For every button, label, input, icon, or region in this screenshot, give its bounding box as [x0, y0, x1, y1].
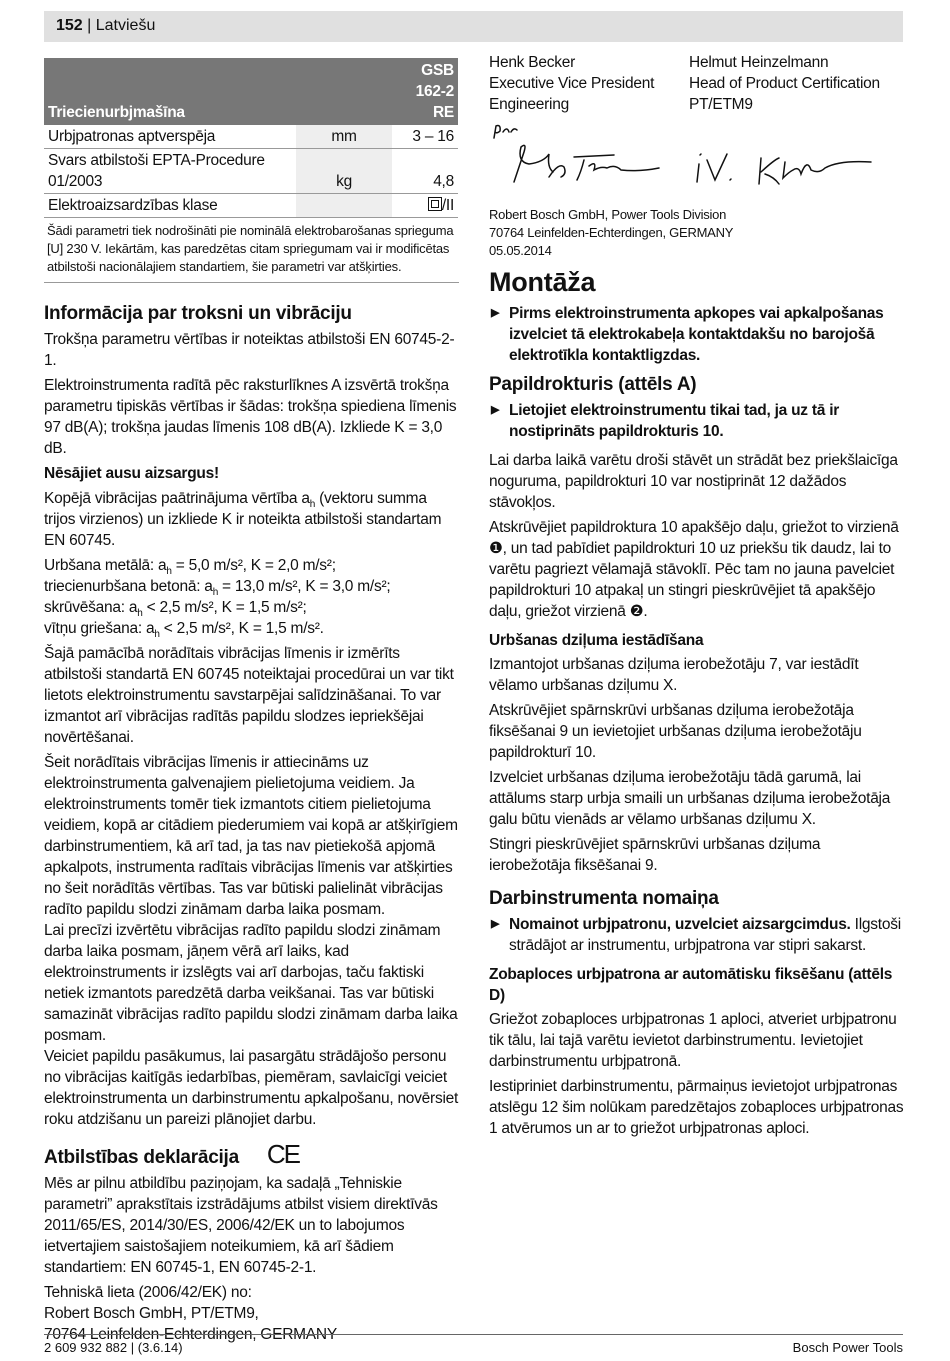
- footer-divider: [44, 1334, 903, 1335]
- noise-p2: Elektroinstrumenta radītā pēc raksturlīknes A izsvērtā trokšņa parametru tipiskās vērtības ir šādas: trokšņa spiediena līmenis 97 dB(A); trokšņa jaudas līmenis 108 dB(A). Izkliede K = 3,0 dB.: [44, 377, 457, 457]
- page-number: 152: [56, 17, 83, 34]
- assembly-heading: Montāža: [489, 267, 596, 297]
- assembly-warning: ▶ Pirms elektroinstrumenta apkopes vai apkalpošanas izvelciet tā elektrokabeļa kontaktdakšu no barojošā elektrotīkla kontaktligzdas.: [489, 303, 905, 366]
- noise-p4: Kopējā vibrācijas paātrinājuma vērtība $a_h$ (vektoru summa trijos virzienos) un izkliede K ir noteikta atbilstoši standartam EN 60745.: [44, 490, 442, 549]
- right-column: [489, 52, 905, 1143]
- noise-p7: Lai precīzi izvērtētu vibrācijas radīto papildu slodzi zināmam darba laika posmam, jāņem vērā arī laiks, kad elektroinstruments ir izslēgts vai arī darbojas, taču faktiski netiek izmantots paredzētā darba veikšanai. Tas var būtiski samazināt vibrācijas radīto papildu slodzi zināmam darba laika posmam.: [44, 922, 458, 1044]
- conformity-heading: Atbilstības deklarācija CE: [44, 1139, 300, 1169]
- handwritten-signatures-icon: [489, 122, 905, 194]
- signature-block: [489, 52, 905, 202]
- aux-handle-p1: Lai darba laikā varētu droši stāvēt un strādāt bez priekšlaicīga noguruma, papildrokturi 10 var nostiprināt 12 dažādos stāvokļos.: [489, 452, 898, 511]
- spec-table: [44, 58, 458, 218]
- spec-header-model: GSB 162-2 RE: [392, 58, 458, 125]
- noise-p8: Veiciet papildu pasākumus, lai pasargātu strādājošo personu no vibrācijas kaitīgās iedarbības, piemēram, savlaicīgi veiciet elektroinstrumenta un darbinstrumentu apkalpošanu, novērsiet roku atdzišanu un pareizi plānojiet darbu.: [44, 1048, 459, 1128]
- signatory-2: Helmut Heinzelmann Head of Product Certification PT/ETM9: [689, 54, 880, 113]
- depth-p4: Stingri pieskrūvējiet spārnskrūvi urbšanas dziļuma ierobežotāja fiksēšanai 9.: [489, 836, 821, 874]
- chuck-heading: Zobaploces urbjpatrona ar automātisku fiksēšanu (attēls D): [489, 966, 893, 1004]
- footer-doc-number: 2 609 932 882 | (3.6.14): [44, 1340, 183, 1355]
- company-address: Robert Bosch GmbH, Power Tools Division 70764 Leinfelden-Echterdingen, GERMANY 05.05.2014: [489, 207, 734, 258]
- spec-row: Urbjpatronas aptverspēja mm 3 – 16: [44, 125, 458, 149]
- aux-handle-p2: Atskrūvējiet papildroktura 10 apakšējo daļu, griežot to virzienā ❶, un tad pabīdiet papildrokturi 10 uz priekšu tik daudz, lai to varētu pagriezt vēlamajā stāvoklī. Pēc tam no jauna pavelciet papildrokturi 10 atpakaļ un stingri pieskrūvējiet tā apakšējo daļu, griežot virzienā ❷.: [489, 519, 899, 620]
- depth-heading: Urbšanas dziļuma iestādīšana: [489, 632, 704, 649]
- aux-handle-heading: Papildrokturis (attēls A): [489, 374, 697, 395]
- vibration-values: Urbšana metālā: $a_h = 5,0$ m/s², K = 2,0 m/s²; triecienurbšana betonā: $a_h = 13,0$ m/s², K = 3,0 m/s²; skrūvēšana: $a_h < 2,5$ m/s², K = 1,5 m/s²; vītņu griešana: $a_h < 2,5$ m/s², K = 1,5 m/s².: [44, 557, 391, 641]
- protection-class-icon: [428, 197, 442, 211]
- noise-p5: Šajā pamācībā norādītais vibrācijas līmenis ir izmērīts atbilstoši standartā EN 60745 noteiktajai procedūrai un var tikt lietots elektroinstrumentu savstarpējai salīdzināšanai. To var izmantot arī vibrācijas radītās papildu slodzes iepriekšējai novērtēšanai.: [44, 645, 454, 746]
- depth-p2: Atskrūvējiet spārnskrūvi urbšanas dziļuma ierobežotāja fiksēšanai 9 un ievietojiet urbšanas dziļuma ierobežotāju papildrokturī 10.: [489, 702, 862, 761]
- page-header: 152 | Latviešu: [44, 11, 903, 42]
- technical-file: Tehniskā lieta (2006/42/EK) no: Robert Bosch GmbH, PT/ETM9, 70764 Leinfelden-Echterdingen, GERMANY: [44, 1284, 337, 1343]
- signatory-1: Henk Becker Executive Vice President Engineering: [489, 54, 655, 113]
- chuck-p1: Griežot zobaploces urbjpatronas 1 aploci, atveriet urbjpatronu tik tālu, lai tajā varētu ievietot darbinstrumentu. Ievietojiet darbinstrumentu urbjpatronā.: [489, 1011, 897, 1070]
- tool-change-heading: Darbinstrumenta nomaiņa: [489, 888, 719, 909]
- language-label: Latviešu: [95, 17, 156, 34]
- footer-brand: Bosch Power Tools: [792, 1340, 903, 1355]
- spec-header-product: Triecienurbjmašīna: [44, 58, 392, 125]
- depth-p1: Izmantojot urbšanas dziļuma ierobežotāju 7, var iestādīt vēlamo urbšanas dziļumu X.: [489, 656, 859, 694]
- ear-protection-warning: Nēsājiet ausu aizsargus!: [44, 465, 219, 482]
- depth-p3: Izvelciet urbšanas dziļuma ierobežotāju tādā garumā, lai attālums starp urbja smaili un urbšanas dziļuma ierobežotāja galu būtu vienāds ar vēlamo urbšanas dziļumu X.: [489, 769, 891, 828]
- ce-mark-icon: CE: [266, 1139, 300, 1169]
- aux-handle-warning: ▶ Lietojiet elektroinstrumentu tikai tad, ja uz tā ir nostiprināts papildrokturis 10.: [489, 400, 905, 442]
- noise-heading: Informācija par troksni un vibrāciju: [44, 303, 352, 324]
- conformity-p1: Mēs ar pilnu atbildību paziņojam, ka sadaļā „Tehniskie parametri” aprakstītais izstrādājums atbilst visiem direktīvās 2011/65/ES, 2014/30/ES, 2006/42/EK un to labojumos ietvertajiem saistošajiem noteikumiem, kā arī šādiem standartiem: EN 60745-1, EN 60745-2-1.: [44, 1175, 438, 1276]
- spec-row: Svars atbilstoši EPTA-Procedure 01/2003 kg 4,8: [44, 149, 458, 194]
- noise-p1: Trokšņa parametru vērtības ir noteiktas atbilstoši EN 60745-2-1.: [44, 331, 455, 369]
- spec-row: Elektroaizsardzības klase /II: [44, 194, 458, 218]
- noise-p6: Šeit norādītais vibrācijas līmenis ir attiecināms uz elektroinstrumenta galvenajiem pielietojuma veidiem. Ja elektroinstruments tomēr tiek izmantots citiem pielietojuma veidiem, kopā ar citādiem piederumiem vai kopā ar atšķirīgiem darbinstrumentiem, kā arī tad, ja tas nav pietiekošā apjomā apkalpots, instrumenta radītais vibrācijas līmenis var atšķirties no šeit norādītās vērtības. Tas var būtiski palielināt vibrācijas radīto papildu slodzi zināmam darba laika posmam.: [44, 754, 458, 918]
- left-column: [44, 58, 459, 1345]
- chuck-p2: Iestipriniet darbinstrumentu, pārmaiņus ievietojot urbjpatronas atslēgu 12 šim nolūkam paredzētajos zobaploces urbjpatronas 1 atvērumos un ar to griežot urbjpatronas aploci.: [489, 1078, 904, 1137]
- spec-note: Šādi parametri tiek nodrošināti pie nominālā elektrobarošanas sprieguma [U] 230 V. Iekārtām, kas paredzētas citam spriegumam vai ir modificētas atbilstoši nacionālajiem standartiem, šie parametri var atšķirties.: [44, 218, 459, 283]
- tool-change-warning: ▶ Nomainot urbjpatronu, uzvelciet aizsargcimdus. Ilgstoši strādājot ar instrumentu, urbjpatrona var stipri sakarst.: [489, 914, 905, 956]
